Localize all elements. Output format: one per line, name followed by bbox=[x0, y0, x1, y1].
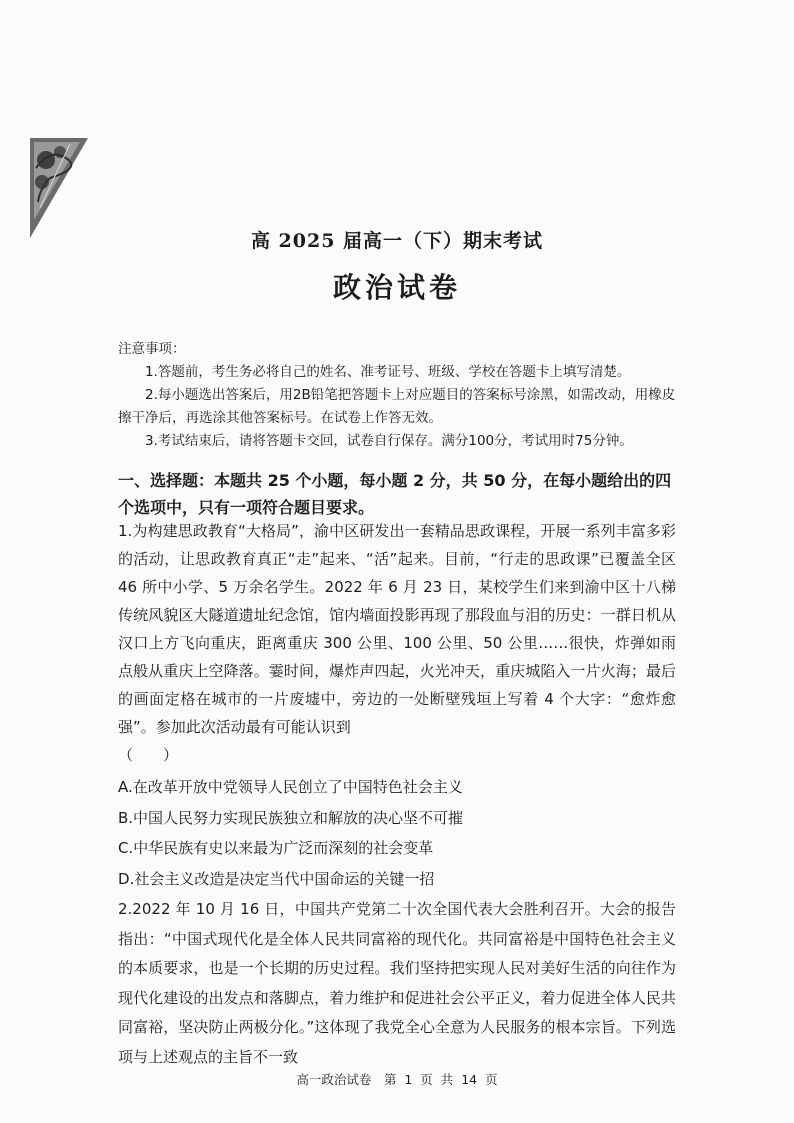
page-footer: 高一政治试卷 第 1 页 共 14 页 bbox=[296, 1072, 498, 1087]
question-1-blank: （ ） bbox=[118, 746, 179, 764]
notice-item-3: 3.考试结束后，请将答题卡交回，试卷自行保存。满分100分，考试用时75分钟。 bbox=[145, 433, 633, 449]
option-b: B.中国人民努力实现民族独立和解放的决心坚不可摧 bbox=[118, 808, 464, 827]
option-a: A.在改革开放中党领导人民创立了中国特色社会主义 bbox=[118, 778, 463, 796]
question-1-stem: 1.为构建思政教育“大格局”，渝中区研发出一套精品思政课程，开展一系列丰富多彩的活动，让思政教育真正“走”起来、“活”起来。目前，“行走的思政课”已覆盖全区 46 所中小学、5 万余名学生。2022 年 6 月 23 日，某校学生们来到渝中区十八梯传统风貌区大隧道遗址纪念馆，馆内墙面投影再现了那段血与泪的历史：一群日机从汉口上方飞向重庆，距离重庆 300 公里、100 公里、50 公里……很快，炸弹如雨点般从重庆上空降落。霎时间，爆炸声四起，火光冲天，重庆城陷入一片火海；最后的画面定格在城市的一片废墟中，旁边的一处断壁残垣上写着 4 个大字：“愈炸愈强”。参加此次活动最有可能认识到 bbox=[118, 522, 676, 736]
section-heading: 一、选择题：本题共 25 个小题，每小题 2 分，共 50 分，在每小题给出的四个选项中，只有一项符合题目要求。 bbox=[118, 471, 672, 517]
notice-heading: 注意事项： bbox=[118, 341, 186, 357]
question-2-stem: 2.2022 年 10 月 16 日，中国共产党第二十次全国代表大会胜利召开。大会的报告指出：“中国式现代化是全体人民共同富裕的现代化。共同富裕是中国特色社会主义的本质要求，也是一个长期的历史过程。我们坚持把实现人民对美好生活的向往作为现代化建设的出发点和落脚点，着力维护和促进社会公平正义，着力促进全体人民共同富裕，坚决防止两极分化。”这体现了我党全心全意为人民服务的根本宗旨。下列选项与上述观点的主旨不一致 bbox=[118, 900, 676, 1066]
subject-title: 政治试卷 bbox=[332, 271, 461, 304]
notice-block bbox=[118, 338, 678, 453]
question-2 bbox=[118, 895, 676, 1072]
exam-title: 高 2025 届高一（下）期末考试 bbox=[250, 230, 544, 252]
notice-item-1: 1.答题前，考生务必将自己的姓名、准考证号、班级、学校在答题卡上填写清楚。 bbox=[145, 364, 631, 380]
corner-decoration-image bbox=[30, 138, 88, 238]
option-d: D.社会主义改造是决定当代中国命运的关键一招 bbox=[118, 870, 435, 889]
option-c: C.中华民族有史以来最为广泛而深刻的社会变革 bbox=[118, 839, 434, 858]
notice-item-2: 2.每小题选出答案后，用2B铅笔把答题卡上对应题目的答案标号涂黑，如需改动，用橡皮擦干净后，再选涂其他答案标号。在试卷上作答无效。 bbox=[118, 387, 676, 426]
question-1 bbox=[118, 517, 676, 769]
question-1-options bbox=[118, 772, 676, 895]
